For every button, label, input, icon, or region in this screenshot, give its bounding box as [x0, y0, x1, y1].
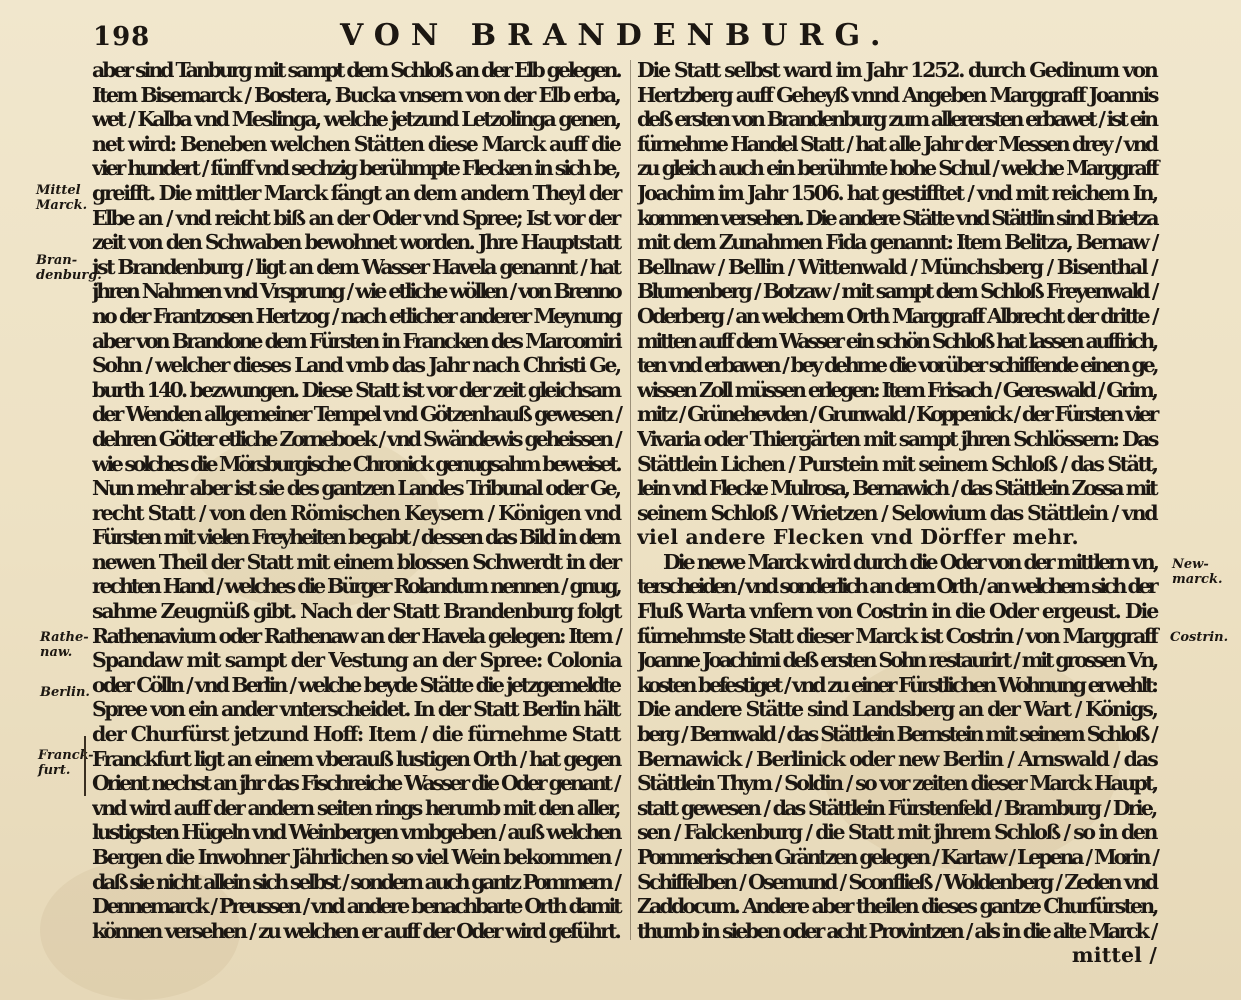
text-line: mit dem Zunahmen Fida genannt: Item Belitza, Bernaw /	[637, 230, 1157, 255]
text-line: Stättlein Lichen / Purstein mit seinem Schloß / das Stätt,	[637, 451, 1157, 476]
text-line: daß sie nicht allein sich selbst / sondern auch gantz Pommern /	[92, 869, 619, 894]
text-line: Zaddocum. Andere aber theilen dieses gantze Churfürsten,	[637, 894, 1157, 919]
marginal-note-berlin: Berlin.	[40, 685, 90, 700]
text-line: rechten Hand / welches die Bürger Rolandum nennen / gnug,	[92, 574, 620, 599]
text-line: jhren Nahmen vnd Vrsprung / wie etliche wöllen / von Brenno	[92, 279, 620, 304]
text-line: mitz / Grünehevden / Grunwald / Koppenick / der Fürsten vier	[637, 402, 1157, 427]
text-line: viel andere Flecken vnd Dörffer mehr.	[637, 525, 1079, 550]
text-line: Hertzberg auff Geheyß vnnd Angeben Marggraff Joannis	[637, 82, 1157, 107]
text-line: berg / Bernwald / das Stättlein Bernstein mit seinem Schloß /	[637, 722, 1156, 747]
text-line: sahme Zeugnüß gibt. Nach der Statt Brandenburg folgt	[92, 599, 621, 624]
text-line: Die newe Marck wird durch die Oder von der mittlern vn,	[663, 549, 1157, 574]
text-line: Rathenavium oder Rathenaw an der Havela gelegen: Item /	[92, 623, 621, 648]
right-text-column	[637, 58, 1165, 968]
text-line: newen Theil der Statt mit einem blossen Schwerdt in der	[92, 549, 620, 574]
text-line: der Churfürst jetzund Hoff: Item / die fürnehme Statt	[92, 722, 620, 747]
text-line: Spandaw mit sampt der Vestung an der Spree: Colonia	[92, 648, 621, 673]
text-line: fürnehme Handel Statt / hat alle Jahr der Messen drey / vnd	[637, 131, 1157, 156]
text-line: vier hundert / fünff vnd sechzig berühmpte Flecken in sich be,	[92, 156, 619, 181]
text-line: wet / Kalba vnd Meslinga, welche jetzund Letzolinga genen,	[92, 107, 620, 132]
text-line: net wird: Beneben welchen Stätten diese Marck auff die	[92, 131, 620, 156]
text-line: no der Frantzosen Hertzog / nach etlicher anderer Meynung	[92, 303, 620, 328]
text-line: kommen versehen. Die andere Stätte vnd Stättlin sind Brietza	[637, 205, 1157, 230]
text-line: Schiffelben / Osemund / Sconfließ / Woldenberg / Zeden vnd	[637, 869, 1157, 894]
text-line: fürnehmste Statt dieser Marck ist Costrin / von Marggraff	[637, 623, 1157, 648]
text-line: deß ersten von Brandenburg zum allerersten erbawet / ist ein	[637, 107, 1156, 132]
text-line: sen / Falckenburg / die Statt mit jhrem Schloß / so in den	[637, 820, 1156, 845]
text-line: Pommerischen Gräntzen gelegen / Kartaw / Lepena / Morin /	[637, 845, 1157, 869]
text-line: burth 140. bezwungen. Diese Statt ist vor der zeit gleichsam	[92, 377, 620, 402]
marginal-note-mittel-marck: Mittel Marck.	[36, 183, 88, 213]
left-text-column	[92, 58, 628, 943]
text-line: wie solches die Mörsburgische Chronick genugsahm beweiset.	[92, 451, 620, 476]
text-line: Joanne Joachimi deß ersten Sohn restaurirt / mit grossen Vn,	[637, 648, 1157, 673]
marginal-note-new-marck: New- marck.	[1172, 557, 1223, 587]
text-line: wissen Zoll müssen erlegen: Item Frisach / Gereswald / Grim,	[637, 377, 1156, 402]
text-line: Item Bisemarck / Bostera, Bucka vnsern von der Elb erba,	[92, 82, 620, 107]
text-line: der Wenden allgemeiner Tempel vnd Götzenhauß gewesen /	[92, 402, 621, 427]
column-divider	[630, 60, 631, 940]
text-line: dehren Götter etliche Zorneboek / vnd Swändewis geheissen /	[92, 426, 620, 451]
text-line: Blumenberg / Botzaw / mit sampt dem Schloß Freyenwald /	[637, 279, 1157, 304]
text-line: Elbe an / vnd reicht biß an der Oder vnd Spree; Ist vor der	[92, 205, 619, 230]
text-line: lein vnd Flecke Mulrosa, Bernawich / das Stättlein Zossa mit	[637, 476, 1156, 501]
text-line: Vivaria oder Thiergärten mit sampt jhren Schlössern: Das	[637, 426, 1157, 451]
marginal-note-brandenburg: Bran- denburg.	[36, 253, 102, 283]
text-line: Spree von ein ander vnterscheidet. In der Statt Berlin hält	[92, 697, 619, 722]
text-line: mitten auff dem Wasser ein schön Schloß hat lassen auffrich,	[637, 328, 1157, 353]
marginal-note-costrin: Costrin.	[1170, 630, 1229, 645]
text-line: vnd wird auff der andern seiten rings herumb mit den aller,	[92, 795, 619, 820]
marginal-note-franckfurt: Franck- furt.	[38, 748, 94, 778]
text-line: Sohn / welcher dieses Land vmb das Jahr nach Christi Ge,	[92, 353, 620, 378]
text-line: Joachim im Jahr 1506. hat gestifftet / vnd mit reichem In,	[637, 180, 1157, 205]
text-line: Dennemarck / Preussen / vnd andere benachbarte Orth damit	[92, 894, 620, 919]
text-line: terscheiden / vnd sonderlich an dem Orth / an welchem sich der	[637, 574, 1156, 599]
text-line: Bergen die Inwohner Jährlichen so viel Wein bekommen /	[92, 845, 620, 869]
page-number: 198	[93, 22, 151, 52]
marginal-note-rathenaw: Rathe- naw.	[40, 630, 89, 660]
text-line: Orient nechst an jhr das Fischreiche Wasser die Oder genant /	[92, 771, 619, 796]
text-line: kosten befestiget / vnd zu einer Fürstlichen Wohnung erwehlt:	[637, 672, 1156, 697]
text-line: seinem Schloß / Wrietzen / Selowium das Stättlein / vnd	[637, 500, 1157, 525]
text-line: statt gewesen / das Stättlein Fürstenfeld / Bramburg / Drie,	[637, 795, 1156, 820]
text-line: ist Brandenburg / ligt an dem Wasser Havela genannt / hat	[92, 254, 620, 279]
text-line: zu gleich auch ein berühmte hohe Schul / welche Marggraff	[637, 156, 1157, 181]
text-line: thumb in sieben oder acht Provintzen / als in die alte Marck /	[637, 918, 1156, 943]
text-line: ten vnd erbawen / bey dehme die vorüber schiffende einen ge,	[637, 353, 1157, 378]
text-line: können versehen / zu welchen er auff der Oder wird geführt.	[92, 918, 619, 943]
text-line: Die andere Stätte sind Landsberg an der Wart / Königs,	[637, 697, 1157, 722]
text-line: Die Statt selbst ward im Jahr 1252. durch Gedinum von	[637, 58, 1157, 82]
text-line: oder Cölln / vnd Berlin / welche beyde Stätte die jetzgemeldte	[92, 672, 620, 697]
text-line: Bernawick / Berlinick oder new Berlin / Arnswald / das	[637, 746, 1157, 771]
text-line: Stättlein Thym / Soldin / so vor zeiten dieser Marck Haupt,	[637, 771, 1157, 796]
text-line: Bellnaw / Bellin / Wittenwald / Münchsberg / Bisenthal /	[637, 254, 1157, 279]
text-line: mittel /	[1071, 943, 1157, 968]
text-line: Nun mehr aber ist sie des gantzen Landes Tribunal oder Ge,	[92, 476, 620, 501]
text-line: Oderberg / an welchem Orth Marggraff Albrecht der dritte /	[637, 303, 1157, 328]
text-line: greifft. Die mittler Marck fängt an dem andern Theyl der	[92, 180, 620, 205]
text-line: lustigsten Hügeln vnd Weinbergen vmbgeben / auß welchen	[92, 820, 620, 845]
marginal-bracket	[84, 736, 89, 796]
text-line: aber von Brandone dem Fürsten in Francken des Marcomiri	[92, 328, 620, 353]
text-line: Fürsten mit vielen Freyheiten begabt / dessen das Bild in dem	[92, 525, 619, 550]
running-title: VON BRANDENBURG.	[340, 18, 892, 53]
text-line: Franckfurt ligt an einem vberauß lustigen Orth / hat gegen	[92, 746, 620, 771]
text-line: recht Statt / von den Römischen Keysern / Königen vnd	[92, 500, 621, 525]
text-line: Fluß Warta vnfern von Costrin in die Oder ergeust. Die	[637, 599, 1158, 624]
text-line: aber sind Tanburg mit sampt dem Schloß an der Elb gelegen.	[92, 58, 620, 82]
text-line: zeit von den Schwaben bewohnet worden. Jhre Hauptstatt	[92, 230, 620, 255]
